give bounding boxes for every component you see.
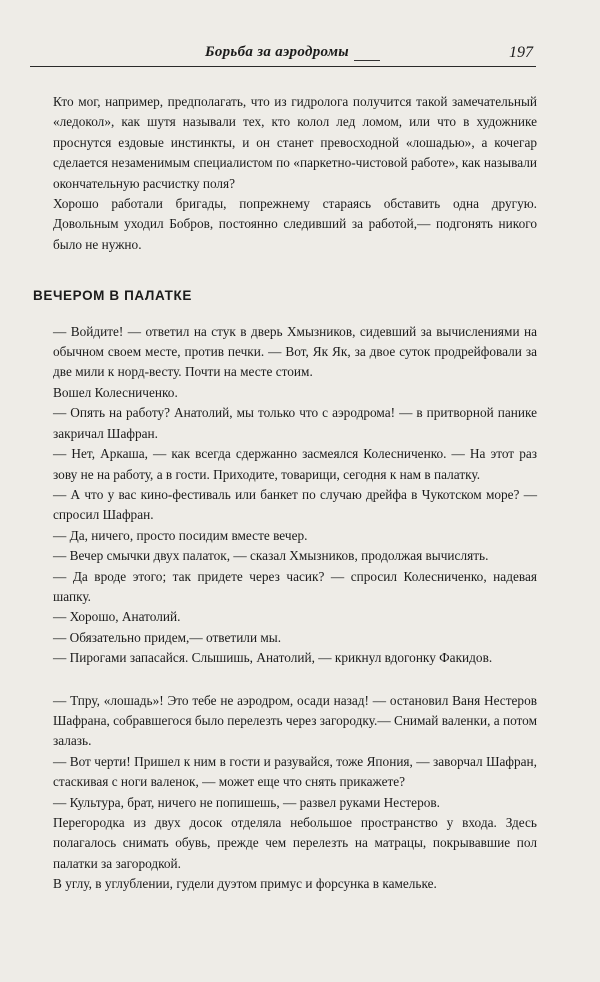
paragraph: Перегородка из двух досок отделяла небольшое пространство у входа. Здесь полагалось снимать обувь, прежде чем перелезть на матрацы, покрывавшие пол палатки за загородкой. [53, 815, 537, 871]
paragraph: — Да, ничего, просто посидим вместе вечер. [53, 527, 308, 543]
paragraph: — Обязательно придем,— ответили мы. [53, 629, 282, 645]
paragraph: — Опять на работу? Анатолий, мы только что с аэродрома! — в притворной панике закричал Шафран. [53, 405, 537, 441]
paragraph: — Хорошо, Анатолий. [53, 609, 181, 625]
paragraph: — Нет, Аркаша, — как всегда сдержанно засмеялся Колесниченко. — На этот раз зову не на работу, а в гости. Приходите, товарищи, сегодня к нам в палатку. [53, 446, 537, 482]
paragraph: — Войдите! — ответил на стук в дверь Хмызников, сидевший за вычислениями на обычном своем месте, против печки. — Вот, Як Як, за двое суток продрейфовали за две мили к норд-весту. Почти на месте стоим. [53, 323, 537, 380]
paragraph: — А что у вас кино-фестиваль или банкет по случаю дрейфа в Чукотском море? — спросил Шафран. [53, 486, 537, 523]
paragraph: — Пирогами запасайся. Слышишь, Анатолий, — крикнул вдогонку Факидов. [53, 650, 493, 666]
title-dash [354, 60, 380, 61]
paragraph: — Вот черти! Пришел к ним в гости и разувайся, тоже Япония, — заворчал Шафран, стаскивая с ноги валенок, — может еще что снять прикажете? [53, 753, 537, 790]
paragraph: Вошел Колесниченко. [53, 384, 178, 400]
paragraph: — Культура, брат, ничего не попишешь, — развел руками Нестеров. [53, 794, 440, 810]
paragraph: Кто мог, например, предполагать, что из гидролога получится такой замечательный «ледокол», как шутя называли тех, кто колол лед ломом, или что в художнике проснутся ездовые инстинкты, и он станет превосходной «лошадью», а кочегар сделается незаменимым специалистом по «паркетно-чистовой работе», как называли окончательную расчистку поля? [53, 94, 537, 191]
section-heading: ВЕЧЕРОМ В ПАЛАТКЕ [33, 288, 192, 304]
page-body [33, 92, 537, 895]
header-rule [30, 66, 536, 67]
paragraph: — Вечер смычки двух палаток, — сказал Хмызников, продолжая вычислять. [53, 548, 489, 564]
paragraph: — Тпру, «лошадь»! Это тебе не аэродром, осади назад! — остановил Ваня Нестеров Шафрана, собравшегося было перелезть через загородку.— Снимай валенки, а потом залазь. [53, 692, 537, 749]
paragraph: — Да вроде этого; так придете через часик? — спросил Колесниченко, надевая шапку. [53, 568, 537, 604]
running-title: Борьба за аэродромы [205, 44, 350, 60]
page-number: 197 [509, 44, 533, 61]
paragraph: Хорошо работали бригады, попрежнему стараясь обставить одна другую. Довольным уходил Бобров, постоянно следивший за работой,— подгонять никого было не нужно. [53, 196, 537, 252]
paragraph: В углу, в углублении, гудели дуэтом примус и форсунка в камельке. [53, 876, 437, 892]
page-header [0, 40, 600, 68]
paragraph-gap [53, 669, 537, 691]
